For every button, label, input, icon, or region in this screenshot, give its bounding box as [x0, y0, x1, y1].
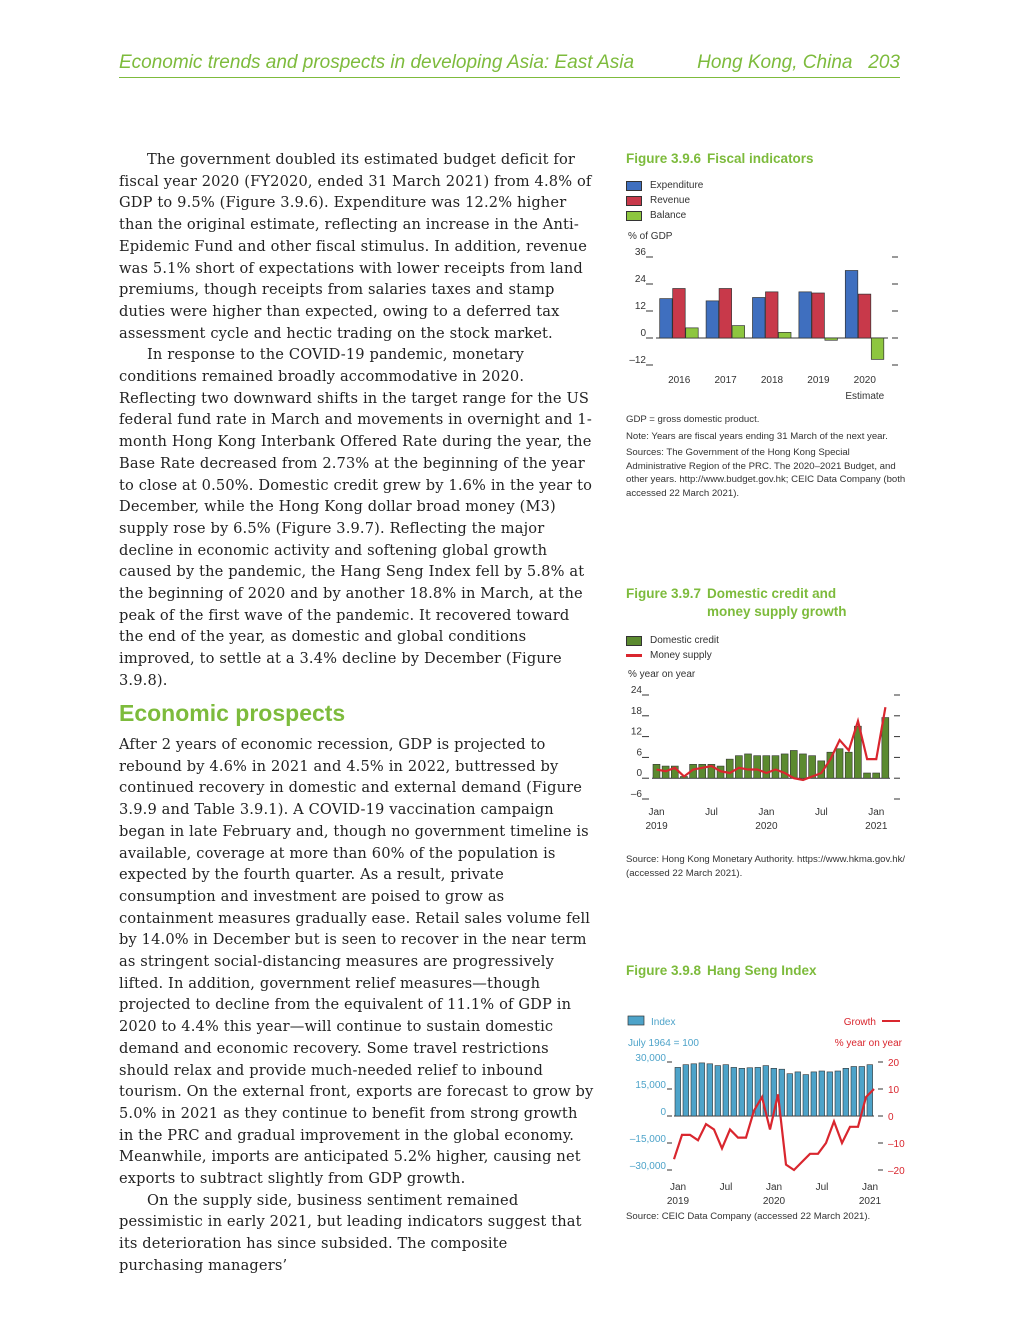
legend-item-money-supply: Money supply — [626, 648, 906, 663]
bar-expenditure — [706, 301, 719, 338]
y-tick-label-right: –10 — [888, 1139, 905, 1150]
figure-fiscal-indicators — [626, 150, 906, 501]
figure-notes — [626, 1210, 906, 1224]
x-tick-label: 2017 — [714, 375, 737, 386]
x-tick-label: Jan — [765, 1182, 783, 1193]
chart-legend — [626, 178, 906, 223]
bar-index — [843, 1068, 849, 1116]
figure-caption: Fiscal indicators — [707, 151, 814, 166]
bar-domestic-credit — [754, 756, 761, 779]
x-tick-label: Jul — [719, 1182, 733, 1193]
bar-domestic-credit — [653, 764, 660, 778]
page-number: 203 — [868, 52, 900, 73]
figure-notes — [626, 853, 906, 880]
x-tick-label: 2018 — [760, 375, 784, 386]
body-text-upper — [119, 149, 595, 692]
y-tick-label: 36 — [634, 247, 646, 258]
x-tick-label: Jan — [669, 1182, 687, 1193]
bar-expenditure — [660, 299, 673, 338]
bar-index — [683, 1065, 689, 1116]
x-tick-label: 2016 — [668, 375, 691, 386]
figure-title — [626, 962, 906, 980]
y-axis-label-right: % year on year — [834, 1038, 902, 1049]
bar-expenditure — [753, 298, 766, 339]
x-tick-year: 2021 — [865, 821, 888, 832]
paragraph-supply: On the supply side, business sentiment remained pessimistic in early 2021, but leading indicators suggest that its deterioration has since subsided. The composite purchasing managers’ — [119, 1191, 582, 1274]
bar-index — [851, 1067, 857, 1117]
x-tick-label: Jan — [861, 1182, 879, 1193]
legend-item-domestic-credit: Domestic credit — [626, 633, 906, 648]
figure-caption: Domestic credit and money supply growth — [707, 586, 847, 619]
note-source: Source: Hong Kong Monetary Authority. https://www.hkma.gov.hk/ (accessed 22 March 2021). — [626, 854, 906, 879]
chart-legend — [626, 633, 906, 663]
figure-credit-money — [626, 585, 906, 880]
paragraph-prospects: After 2 years of economic recession, GDP is projected to rebound by 4.6% in 2021 and 4.5% in 2022, buttressed by continued recovery in domestic and external demand (Figure 3.9.9 and Table 3.9.1). A COVID-19 vaccination campaign began in late February and, though no government timeline is available, coverage at more than 60% of the population is expected by the fourth quarter. As a result, private consumption and investment are poised to grow as containment measures gradually ease. Retail sales volume fell by 14.0% in December but is seen to recover in the near term as stringent social-distancing measures are progressively lifted. In addition, government relief measures—though projected to decline from the equivalent of 11.1% of GDP in 2020 to 4.4% this year—will continue to sustain domestic demand and economic recovery. Some travel restrictions should relax and provide much-needed relief to inbound tourism. On the external front, exports are forecast to grow by 5.0% in 2021 as they continue to benefit from strong growth in the PRC and gradual improvement in the global economy. Meanwhile, imports are anticipated 5.2% higher, causing net exports to subtract slightly from GDP growth. — [119, 736, 594, 1188]
legend-label-index: Index — [651, 1017, 676, 1028]
y-tick-label: 24 — [634, 274, 646, 285]
figure-title — [626, 150, 906, 168]
credit-chart — [626, 667, 906, 847]
bar-index — [675, 1067, 681, 1116]
y-tick-label-left: 15,000 — [635, 1080, 666, 1091]
bar-balance — [686, 328, 699, 338]
bar-index — [739, 1068, 745, 1116]
x-tick-year: 2019 — [666, 1196, 690, 1207]
bar-index — [707, 1064, 713, 1116]
x-tick-label: Jul — [705, 807, 718, 818]
hang-seng-chart — [626, 986, 906, 1208]
x-tick-label: Jan — [868, 807, 885, 818]
figure-notes — [626, 413, 906, 501]
fiscal-chart — [626, 227, 906, 407]
y-tick-label: 12 — [634, 301, 646, 312]
bar-revenue — [673, 289, 686, 339]
running-header-country: Hong Kong, China — [697, 52, 853, 73]
bar-domestic-credit — [763, 756, 770, 779]
x-tick-label: Jan — [648, 807, 665, 818]
x-category-note: Estimate — [845, 391, 885, 402]
bar-domestic-credit — [836, 749, 843, 778]
figure-number: Figure 3.9.8 — [626, 963, 702, 978]
y-tick-label-left: –15,000 — [629, 1134, 666, 1145]
paragraph-monetary: In response to the COVID-19 pandemic, monetary conditions remained broadly accommodative in 2020. Reflecting two downward shifts in the target range for the US federal fund rate in March and movements in overnight and 1-month Hong Kong Interbank Offered Rate during the year, the Base Rate decreased from 2.73% at the beginning of the year to close at 0.50%. Domestic credit grew by 1.6% in the year to December, while the Hong Kong dollar broad money (M3) supply rose by 6.5% (Figure 3.9.7). Reflecting the major decline in economic activity and softening global growth caused by the pandemic, the Hang Seng Index fell by 5.8% at the beginning of 2020 and by another 18.8% in March, at the peak of the first wave of the pandemic. It recovered toward the end of the year, as domestic and global conditions improved, to settle at a 3.4% decline by December (Figure 3.9.8). — [119, 346, 593, 689]
y-tick-label-right: 20 — [888, 1058, 900, 1069]
y-tick-label-left: 0 — [660, 1107, 666, 1118]
bar-index — [819, 1071, 825, 1116]
figure-title — [626, 585, 906, 621]
header-rule — [119, 77, 900, 78]
running-header-title: Economic trends and prospects in developing Asia: East Asia — [119, 52, 635, 73]
bar-index — [811, 1072, 817, 1116]
x-tick-year: 2020 — [762, 1196, 786, 1207]
body-text-lower — [119, 734, 595, 1277]
bar-balance — [871, 338, 884, 359]
y-tick-label-left: –30,000 — [629, 1161, 666, 1172]
x-tick-label: 2020 — [853, 375, 876, 386]
figure-caption: Hang Seng Index — [707, 963, 817, 978]
bar-domestic-credit — [799, 754, 806, 778]
x-tick-label: Jul — [814, 807, 828, 818]
x-tick-year: 2019 — [645, 821, 668, 832]
y-tick-label: 6 — [636, 747, 642, 759]
y-tick-label: –12 — [629, 355, 646, 366]
bar-expenditure — [845, 271, 858, 339]
legend-item-expenditure: Expenditure — [626, 178, 906, 193]
bar-domestic-credit — [745, 754, 752, 778]
bar-domestic-credit — [790, 750, 797, 778]
y-tick-label-right: 0 — [888, 1112, 894, 1123]
bar-index — [827, 1072, 833, 1116]
bar-index — [731, 1067, 737, 1116]
y-axis-label-left: July 1964 = 100 — [628, 1038, 699, 1049]
legend-item-balance: Balance — [626, 208, 906, 223]
bar-domestic-credit — [873, 773, 880, 778]
bar-index — [795, 1072, 801, 1116]
note-years: Note: Years are fiscal years ending 31 March of the next year. — [626, 430, 888, 442]
legend-item-revenue: Revenue — [626, 193, 906, 208]
bar-index — [699, 1063, 705, 1116]
y-tick-label-right: –20 — [888, 1166, 905, 1177]
section-heading: Economic prospects — [119, 700, 346, 726]
bar-revenue — [812, 293, 825, 338]
x-tick-label: Jul — [815, 1182, 829, 1193]
figure-hang-seng — [626, 962, 906, 1224]
bar-index — [803, 1075, 809, 1116]
bar-expenditure — [799, 292, 812, 338]
y-tick-label: 0 — [636, 768, 642, 780]
y-tick-label: –6 — [630, 789, 642, 800]
paragraph-budget: The government doubled its estimated budget deficit for fiscal year 2020 (FY2020, ended 31 March 2021) from 4.8% of GDP to 9.5% (Figure 3.9.6). Expenditure was 12.2% higher than the original estimate, reflecting an increase in the Anti-Epidemic Fund and other fiscal stimulus. In addition, revenue was 5.1% short of expectations with lower receipts from land premiums, though receipts from salaries taxes and stamp duties were higher than expected, owing to a deferred tax assessment cycle and hectic trading on the stock market. — [119, 151, 592, 342]
y-tick-label: 18 — [630, 705, 642, 717]
bar-index — [835, 1071, 841, 1116]
x-tick-year: 2020 — [755, 821, 778, 832]
bar-index — [715, 1066, 721, 1116]
x-tick-label: 2019 — [807, 375, 830, 386]
bar-balance — [825, 338, 838, 340]
bar-index — [747, 1068, 753, 1116]
running-header-page — [697, 52, 900, 74]
bar-index — [723, 1065, 729, 1116]
bar-balance — [779, 332, 792, 338]
y-tick-label-left: 30,000 — [635, 1053, 666, 1064]
y-tick-label: 24 — [630, 685, 642, 696]
y-tick-label: 12 — [630, 726, 642, 738]
bar-revenue — [858, 294, 871, 338]
bar-revenue — [766, 292, 779, 338]
bar-domestic-credit — [864, 773, 871, 778]
legend-swatch-index — [628, 1016, 644, 1025]
note-abbrev: GDP = gross domestic product. — [626, 414, 760, 425]
bar-index — [787, 1074, 793, 1116]
bar-domestic-credit — [772, 756, 779, 779]
y-axis-label: % of GDP — [628, 231, 673, 242]
bar-balance — [732, 326, 745, 338]
bar-index — [691, 1064, 697, 1116]
bar-revenue — [719, 289, 732, 339]
legend-label-growth: Growth — [843, 1017, 876, 1028]
y-tick-label: 0 — [640, 328, 646, 339]
note-source: Source: CEIC Data Company (accessed 22 March 2021). — [626, 1211, 871, 1222]
bar-domestic-credit — [726, 759, 733, 778]
y-tick-label-right: 10 — [888, 1085, 900, 1096]
figure-number: Figure 3.9.6 — [626, 151, 702, 166]
bar-domestic-credit — [845, 752, 852, 778]
x-tick-year: 2021 — [858, 1196, 882, 1207]
y-axis-label: % year on year — [628, 669, 696, 680]
figure-number: Figure 3.9.7 — [626, 586, 702, 601]
note-sources: Sources: The Government of the Hong Kong Special Administrative Region of the PRC. The 2020–2021 Budget, and other years. http://www.budget.gov.hk; CEIC Data Company (both accessed 22 March 2021). — [626, 447, 906, 499]
x-tick-label: Jan — [758, 807, 775, 818]
